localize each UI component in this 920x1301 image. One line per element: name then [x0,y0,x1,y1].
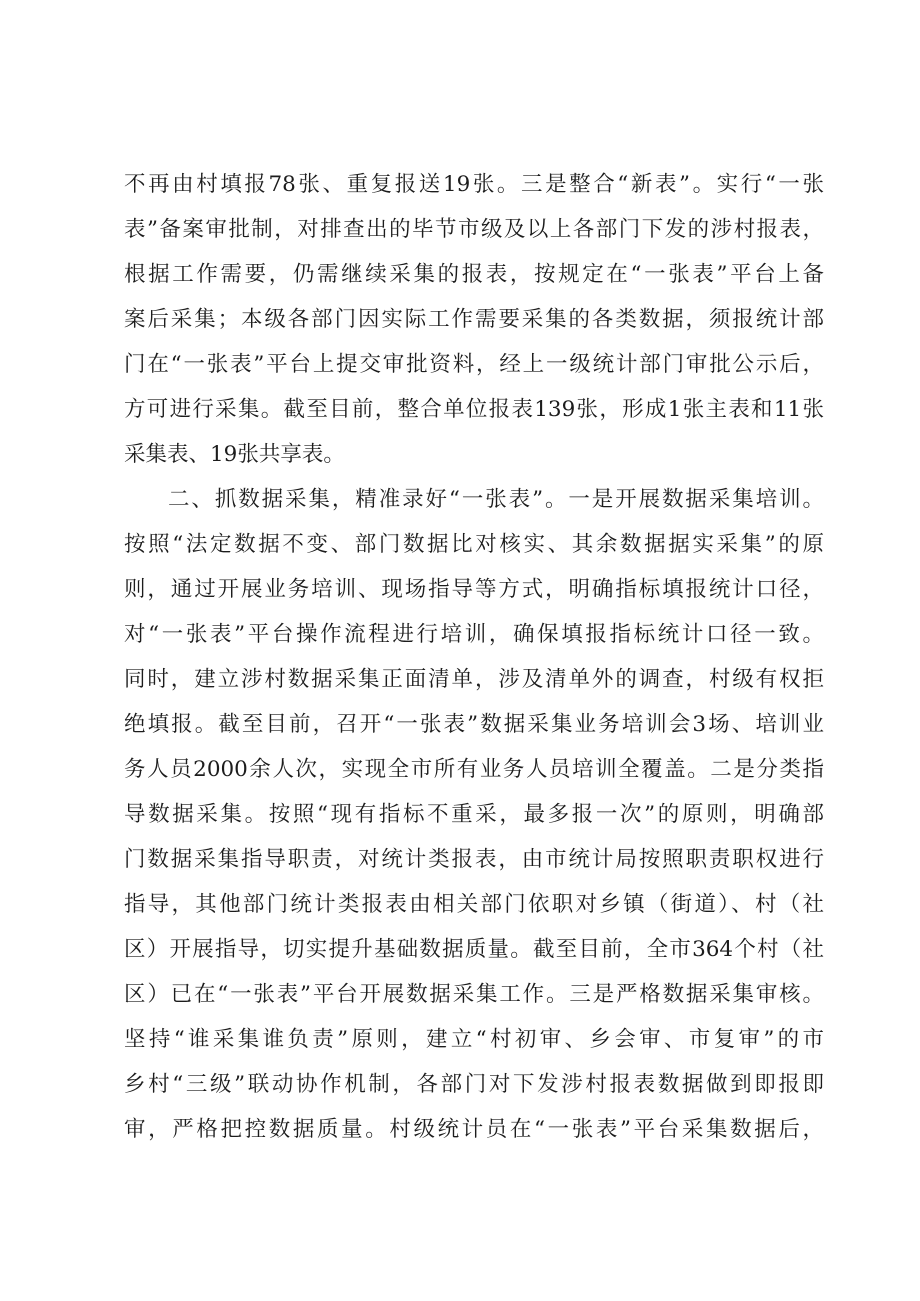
text-line: 采集表、19张共享表。 [124,442,345,467]
text-line: 根据工作需要，仍需继续采集的报表，按规定在“一张表”平台上备 [124,262,824,287]
text-line: 绝填报。截至目前，召开“一张表”数据采集业务培训会3场、培训业 [124,712,824,737]
text-line: 门在“一张表”平台上提交审批资料，经上一级统计部门审批公示后， [124,352,824,377]
text-line: 指导，其他部门统计类报表由相关部门依职对乡镇（街道）、村（社 [124,892,824,917]
text-line: 案后采集；本级各部门因实际工作需要采集的各类数据，须报统计部 [124,307,824,332]
text-line: 不再由村填报78张、重复报送19张。三是整合“新表”。实行“一张 [124,172,824,197]
text-line: 审，严格把控数据质量。村级统计员在“一张表”平台采集数据后， [124,1117,824,1142]
body-text [124,162,824,1152]
text-line: 对“一张表”平台操作流程进行培训，确保填报指标统计口径一致。 [124,622,824,647]
text-line: 区）开展指导，切实提升基础数据质量。截至目前，全市364个村（社 [124,937,824,962]
text-line: 表”备案审批制，对排查出的毕节市级及以上各部门下发的涉村报表， [124,217,824,242]
text-line: 同时，建立涉村数据采集正面清单，涉及清单外的调查，村级有权拒 [124,667,824,692]
text-line: 乡村“三级”联动协作机制，各部门对下发涉村报表数据做到即报即 [124,1072,824,1097]
text-line: 门数据采集指导职责，对统计类报表，由市统计局按照职责职权进行 [124,847,824,872]
text-line: 导数据采集。按照“现有指标不重采，最多报一次”的原则，明确部 [124,802,824,827]
text-line: 按照“法定数据不变、部门数据比对核实、其余数据据实采集”的原 [124,532,824,557]
text-line: 区）已在“一张表”平台开展数据采集工作。三是严格数据采集审核。 [124,982,824,1007]
text-line: 则，通过开展业务培训、现场指导等方式，明确指标填报统计口径， [124,577,824,602]
text-line: 方可进行采集。截至目前，整合单位报表139张，形成1张主表和11张 [124,397,824,422]
text-line: 务人员2000余人次，实现全市所有业务人员培训全覆盖。二是分类指 [124,757,824,782]
text-line: 坚持“谁采集谁负责”原则，建立“村初审、乡会审、市复审”的市 [124,1027,824,1052]
paragraph-start-line: 二、抓数据采集，精准录好“一张表”。一是开展数据采集培训。 [168,487,824,512]
